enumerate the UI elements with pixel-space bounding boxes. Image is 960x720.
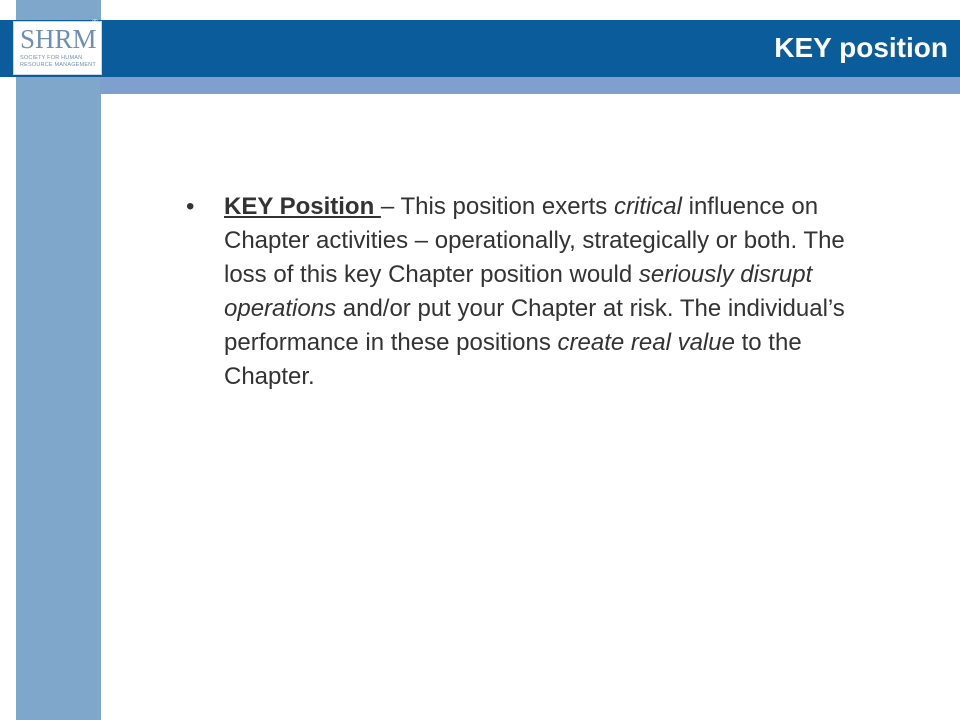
key-position-term: KEY Position <box>224 193 381 220</box>
slide-title: KEY position <box>774 32 948 63</box>
bullet-text <box>224 190 894 394</box>
text-segment-3: and/or put your Chapter at risk. The individual’s performance in these positions <box>224 295 845 356</box>
shrm-logo <box>13 21 102 75</box>
left-accent-bar <box>16 0 101 720</box>
text-segment-1: – This position exerts <box>380 193 614 220</box>
text-segment-2: influence on Chapter activities – operationally, strategically or both. The loss of this key Chapter position would <box>224 193 845 288</box>
header-sub-band <box>100 77 960 94</box>
slide-body <box>186 190 906 394</box>
logo-mark: SHRM <box>20 24 97 54</box>
logo-tagline: SOCIETY FOR HUMAN RESOURCE MANAGEMENT <box>20 55 96 68</box>
text-segment-4: to the Chapter. <box>224 329 802 390</box>
registered-mark: ® <box>92 18 98 27</box>
emphasis-critical: critical <box>613 193 682 220</box>
bullet-marker: • <box>186 193 195 220</box>
emphasis-disrupt: seriously disrupt operations <box>224 261 813 322</box>
bullet-item <box>186 190 906 394</box>
emphasis-value: create real value <box>557 329 735 356</box>
